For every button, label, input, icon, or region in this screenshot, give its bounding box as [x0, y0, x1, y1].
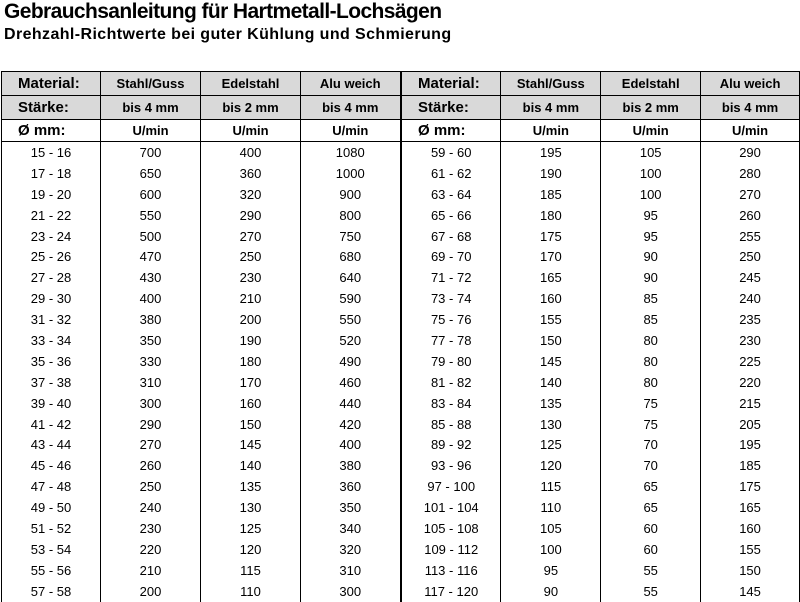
- unit-label: U/min: [101, 120, 201, 142]
- rpm-stainless-cell: 135: [201, 476, 301, 497]
- rpm-aluminium-cell: 245: [701, 267, 800, 288]
- rpm-stainless-cell: 105: [601, 142, 701, 163]
- table-row: [401, 560, 800, 581]
- material-stainless: Edelstahl: [601, 72, 701, 96]
- rpm-steel-cell: 170: [501, 246, 601, 267]
- diameter-cell: 59 - 60: [401, 142, 501, 163]
- rpm-aluminium-cell: 260: [701, 205, 800, 226]
- rpm-steel-cell: 470: [101, 246, 201, 267]
- table-row: [2, 142, 401, 163]
- unit-label: U/min: [701, 120, 800, 142]
- diameter-cell: 67 - 68: [401, 226, 501, 247]
- diameter-cell: 101 - 104: [401, 497, 501, 518]
- rpm-stainless-cell: 270: [201, 226, 301, 247]
- rpm-steel-cell: 650: [101, 163, 201, 184]
- diameter-cell: 47 - 48: [2, 476, 101, 497]
- table-row: [2, 184, 401, 205]
- rpm-aluminium-cell: 420: [301, 414, 401, 435]
- diameter-cell: 85 - 88: [401, 414, 501, 435]
- table-row: [401, 267, 800, 288]
- rpm-stainless-cell: 115: [201, 560, 301, 581]
- rpm-stainless-cell: 110: [201, 581, 301, 602]
- rpm-stainless-cell: 95: [601, 226, 701, 247]
- rpm-steel-cell: 185: [501, 184, 601, 205]
- rpm-table-left: [1, 71, 402, 602]
- rpm-aluminium-cell: 145: [701, 581, 800, 602]
- diameter-cell: 113 - 116: [401, 560, 501, 581]
- rpm-steel-cell: 190: [501, 163, 601, 184]
- rpm-steel-cell: 430: [101, 267, 201, 288]
- diameter-label: Ø mm:: [2, 120, 101, 142]
- rpm-stainless-cell: 60: [601, 539, 701, 560]
- page-subtitle: Drehzahl-Richtwerte bei guter Kühlung und Schmierung: [4, 26, 452, 43]
- material-label: Material:: [401, 72, 501, 96]
- rpm-steel-cell: 250: [101, 476, 201, 497]
- rpm-aluminium-cell: 215: [701, 393, 800, 414]
- rpm-aluminium-cell: 175: [701, 476, 800, 497]
- rpm-stainless-cell: 80: [601, 330, 701, 351]
- rpm-steel-cell: 350: [101, 330, 201, 351]
- table-row: [401, 393, 800, 414]
- table-row: [401, 246, 800, 267]
- page-title: Gebrauchsanleitung für Hartmetall-Lochsägen: [4, 0, 442, 23]
- table-row: [401, 581, 800, 602]
- rpm-table-right: [400, 71, 800, 602]
- diameter-label: Ø mm:: [401, 120, 501, 142]
- diameter-cell: 73 - 74: [401, 288, 501, 309]
- rpm-stainless-cell: 80: [601, 351, 701, 372]
- diameter-cell: 49 - 50: [2, 497, 101, 518]
- rpm-stainless-cell: 320: [201, 184, 301, 205]
- table-row: [401, 351, 800, 372]
- unit-row: [2, 120, 401, 142]
- rpm-steel-cell: 270: [101, 434, 201, 455]
- rpm-aluminium-cell: 155: [701, 539, 800, 560]
- diameter-cell: 117 - 120: [401, 581, 501, 602]
- thickness-label: Stärke:: [401, 96, 501, 120]
- table-row: [2, 518, 401, 539]
- rpm-stainless-cell: 60: [601, 518, 701, 539]
- rpm-steel-cell: 165: [501, 267, 601, 288]
- diameter-cell: 75 - 76: [401, 309, 501, 330]
- rpm-stainless-cell: 70: [601, 434, 701, 455]
- rpm-aluminium-cell: 800: [301, 205, 401, 226]
- rpm-aluminium-cell: 590: [301, 288, 401, 309]
- diameter-cell: 41 - 42: [2, 414, 101, 435]
- rpm-stainless-cell: 90: [601, 267, 701, 288]
- unit-label: U/min: [301, 120, 401, 142]
- rpm-stainless-cell: 65: [601, 497, 701, 518]
- table-row: [2, 288, 401, 309]
- rpm-steel-cell: 175: [501, 226, 601, 247]
- material-aluminium: Alu weich: [701, 72, 800, 96]
- rpm-steel-cell: 135: [501, 393, 601, 414]
- diameter-cell: 79 - 80: [401, 351, 501, 372]
- rpm-steel-cell: 310: [101, 372, 201, 393]
- rpm-steel-cell: 400: [101, 288, 201, 309]
- rpm-steel-cell: 105: [501, 518, 601, 539]
- table-row: [401, 309, 800, 330]
- rpm-aluminium-cell: 320: [301, 539, 401, 560]
- rpm-stainless-cell: 190: [201, 330, 301, 351]
- rpm-stainless-cell: 170: [201, 372, 301, 393]
- rpm-aluminium-cell: 150: [701, 560, 800, 581]
- rpm-aluminium-cell: 300: [301, 581, 401, 602]
- diameter-cell: 45 - 46: [2, 455, 101, 476]
- rpm-aluminium-cell: 195: [701, 434, 800, 455]
- rpm-aluminium-cell: 270: [701, 184, 800, 205]
- rpm-stainless-cell: 80: [601, 372, 701, 393]
- diameter-cell: 33 - 34: [2, 330, 101, 351]
- diameter-cell: 35 - 36: [2, 351, 101, 372]
- rpm-steel-cell: 260: [101, 455, 201, 476]
- rpm-stainless-cell: 250: [201, 246, 301, 267]
- diameter-cell: 37 - 38: [2, 372, 101, 393]
- rpm-steel-cell: 140: [501, 372, 601, 393]
- rpm-aluminium-cell: 160: [701, 518, 800, 539]
- rpm-steel-cell: 160: [501, 288, 601, 309]
- material-steel: Stahl/Guss: [101, 72, 201, 96]
- rpm-aluminium-cell: 400: [301, 434, 401, 455]
- thickness-aluminium: bis 4 mm: [301, 96, 401, 120]
- diameter-cell: 71 - 72: [401, 267, 501, 288]
- rpm-stainless-cell: 95: [601, 205, 701, 226]
- table-row: [2, 539, 401, 560]
- rpm-stainless-cell: 55: [601, 560, 701, 581]
- table-row: [401, 226, 800, 247]
- rpm-stainless-cell: 100: [601, 184, 701, 205]
- diameter-cell: 69 - 70: [401, 246, 501, 267]
- rpm-stainless-cell: 290: [201, 205, 301, 226]
- rpm-steel-cell: 210: [101, 560, 201, 581]
- material-steel: Stahl/Guss: [501, 72, 601, 96]
- rpm-steel-cell: 600: [101, 184, 201, 205]
- rpm-steel-cell: 300: [101, 393, 201, 414]
- table-row: [401, 184, 800, 205]
- rpm-stainless-cell: 55: [601, 581, 701, 602]
- rpm-aluminium-cell: 1000: [301, 163, 401, 184]
- diameter-cell: 39 - 40: [2, 393, 101, 414]
- rpm-stainless-cell: 65: [601, 476, 701, 497]
- thickness-aluminium: bis 4 mm: [701, 96, 800, 120]
- rpm-steel-cell: 90: [501, 581, 601, 602]
- table-row: [401, 539, 800, 560]
- material-aluminium: Alu weich: [301, 72, 401, 96]
- rpm-steel-cell: 550: [101, 205, 201, 226]
- thickness-stainless: bis 2 mm: [601, 96, 701, 120]
- rpm-steel-cell: 700: [101, 142, 201, 163]
- table-row: [401, 288, 800, 309]
- rpm-steel-cell: 220: [101, 539, 201, 560]
- material-stainless: Edelstahl: [201, 72, 301, 96]
- unit-label: U/min: [201, 120, 301, 142]
- rpm-steel-cell: 330: [101, 351, 201, 372]
- table-row: [2, 226, 401, 247]
- rpm-aluminium-cell: 360: [301, 476, 401, 497]
- diameter-cell: 105 - 108: [401, 518, 501, 539]
- diameter-cell: 51 - 52: [2, 518, 101, 539]
- unit-row: [401, 120, 800, 142]
- diameter-cell: 31 - 32: [2, 309, 101, 330]
- rpm-stainless-cell: 75: [601, 414, 701, 435]
- rpm-steel-cell: 180: [501, 205, 601, 226]
- table-row: [2, 163, 401, 184]
- diameter-cell: 65 - 66: [401, 205, 501, 226]
- table-row: [401, 497, 800, 518]
- rpm-stainless-cell: 120: [201, 539, 301, 560]
- rpm-steel-cell: 145: [501, 351, 601, 372]
- rpm-steel-cell: 200: [101, 581, 201, 602]
- diameter-cell: 55 - 56: [2, 560, 101, 581]
- rpm-aluminium-cell: 220: [701, 372, 800, 393]
- diameter-cell: 93 - 96: [401, 455, 501, 476]
- table-row: [2, 581, 401, 602]
- material-label: Material:: [2, 72, 101, 96]
- diameter-cell: 17 - 18: [2, 163, 101, 184]
- rpm-stainless-cell: 360: [201, 163, 301, 184]
- rpm-steel-cell: 115: [501, 476, 601, 497]
- rpm-steel-cell: 125: [501, 434, 601, 455]
- table-row: [401, 372, 800, 393]
- rpm-steel-cell: 150: [501, 330, 601, 351]
- rpm-aluminium-cell: 1080: [301, 142, 401, 163]
- table-row: [2, 434, 401, 455]
- diameter-cell: 57 - 58: [2, 581, 101, 602]
- rpm-stainless-cell: 85: [601, 288, 701, 309]
- rpm-aluminium-cell: 230: [701, 330, 800, 351]
- thickness-stainless: bis 2 mm: [201, 96, 301, 120]
- material-row: [401, 72, 800, 96]
- rpm-aluminium-cell: 680: [301, 246, 401, 267]
- table-row: [2, 309, 401, 330]
- diameter-cell: 77 - 78: [401, 330, 501, 351]
- table-row: [401, 142, 800, 163]
- rpm-aluminium-cell: 205: [701, 414, 800, 435]
- rpm-aluminium-cell: 255: [701, 226, 800, 247]
- table-row: [2, 246, 401, 267]
- diameter-cell: 61 - 62: [401, 163, 501, 184]
- diameter-cell: 43 - 44: [2, 434, 101, 455]
- diameter-cell: 89 - 92: [401, 434, 501, 455]
- rpm-steel-cell: 100: [501, 539, 601, 560]
- material-row: [2, 72, 401, 96]
- rpm-stainless-cell: 150: [201, 414, 301, 435]
- rpm-steel-cell: 95: [501, 560, 601, 581]
- rpm-stainless-cell: 125: [201, 518, 301, 539]
- diameter-cell: 63 - 64: [401, 184, 501, 205]
- thickness-row: [2, 96, 401, 120]
- rpm-stainless-cell: 180: [201, 351, 301, 372]
- table-row: [401, 330, 800, 351]
- diameter-cell: 25 - 26: [2, 246, 101, 267]
- rpm-aluminium-cell: 750: [301, 226, 401, 247]
- rpm-aluminium-cell: 225: [701, 351, 800, 372]
- rpm-aluminium-cell: 240: [701, 288, 800, 309]
- unit-label: U/min: [601, 120, 701, 142]
- rpm-steel-cell: 155: [501, 309, 601, 330]
- rpm-steel-cell: 380: [101, 309, 201, 330]
- thickness-row: [401, 96, 800, 120]
- rpm-aluminium-cell: 550: [301, 309, 401, 330]
- rpm-aluminium-cell: 290: [701, 142, 800, 163]
- rpm-steel-cell: 290: [101, 414, 201, 435]
- rpm-stainless-cell: 140: [201, 455, 301, 476]
- diameter-cell: 53 - 54: [2, 539, 101, 560]
- rpm-aluminium-cell: 460: [301, 372, 401, 393]
- rpm-aluminium-cell: 490: [301, 351, 401, 372]
- table-row: [2, 497, 401, 518]
- diameter-cell: 81 - 82: [401, 372, 501, 393]
- rpm-aluminium-cell: 440: [301, 393, 401, 414]
- rpm-aluminium-cell: 310: [301, 560, 401, 581]
- rpm-aluminium-cell: 280: [701, 163, 800, 184]
- thickness-steel: bis 4 mm: [501, 96, 601, 120]
- table-row: [2, 414, 401, 435]
- rpm-steel-cell: 195: [501, 142, 601, 163]
- rpm-aluminium-cell: 520: [301, 330, 401, 351]
- table-row: [401, 205, 800, 226]
- table-row: [2, 455, 401, 476]
- table-row: [2, 330, 401, 351]
- table-row: [2, 267, 401, 288]
- thickness-label: Stärke:: [2, 96, 101, 120]
- table-row: [2, 560, 401, 581]
- rpm-stainless-cell: 90: [601, 246, 701, 267]
- table-row: [401, 455, 800, 476]
- table-row: [2, 205, 401, 226]
- rpm-stainless-cell: 145: [201, 434, 301, 455]
- table-row: [401, 434, 800, 455]
- table-row: [401, 163, 800, 184]
- rpm-stainless-cell: 75: [601, 393, 701, 414]
- rpm-stainless-cell: 160: [201, 393, 301, 414]
- table-row: [2, 393, 401, 414]
- diameter-cell: 15 - 16: [2, 142, 101, 163]
- rpm-stainless-cell: 400: [201, 142, 301, 163]
- table-row: [2, 351, 401, 372]
- diameter-cell: 21 - 22: [2, 205, 101, 226]
- table-row: [401, 414, 800, 435]
- table-row: [2, 476, 401, 497]
- rpm-stainless-cell: 200: [201, 309, 301, 330]
- unit-label: U/min: [501, 120, 601, 142]
- table-row: [401, 518, 800, 539]
- diameter-cell: 83 - 84: [401, 393, 501, 414]
- rpm-aluminium-cell: 900: [301, 184, 401, 205]
- rpm-steel-cell: 230: [101, 518, 201, 539]
- rpm-steel-cell: 110: [501, 497, 601, 518]
- table-row: [401, 476, 800, 497]
- rpm-stainless-cell: 230: [201, 267, 301, 288]
- diameter-cell: 27 - 28: [2, 267, 101, 288]
- rpm-aluminium-cell: 165: [701, 497, 800, 518]
- diameter-cell: 19 - 20: [2, 184, 101, 205]
- rpm-aluminium-cell: 340: [301, 518, 401, 539]
- thickness-steel: bis 4 mm: [101, 96, 201, 120]
- diameter-cell: 29 - 30: [2, 288, 101, 309]
- rpm-stainless-cell: 130: [201, 497, 301, 518]
- diameter-cell: 109 - 112: [401, 539, 501, 560]
- rpm-aluminium-cell: 380: [301, 455, 401, 476]
- rpm-aluminium-cell: 250: [701, 246, 800, 267]
- rpm-aluminium-cell: 235: [701, 309, 800, 330]
- rpm-stainless-cell: 70: [601, 455, 701, 476]
- rpm-steel-cell: 130: [501, 414, 601, 435]
- rpm-aluminium-cell: 640: [301, 267, 401, 288]
- table-row: [2, 372, 401, 393]
- diameter-cell: 23 - 24: [2, 226, 101, 247]
- rpm-stainless-cell: 210: [201, 288, 301, 309]
- rpm-steel-cell: 120: [501, 455, 601, 476]
- rpm-steel-cell: 500: [101, 226, 201, 247]
- rpm-stainless-cell: 100: [601, 163, 701, 184]
- rpm-aluminium-cell: 350: [301, 497, 401, 518]
- rpm-steel-cell: 240: [101, 497, 201, 518]
- rpm-aluminium-cell: 185: [701, 455, 800, 476]
- rpm-stainless-cell: 85: [601, 309, 701, 330]
- diameter-cell: 97 - 100: [401, 476, 501, 497]
